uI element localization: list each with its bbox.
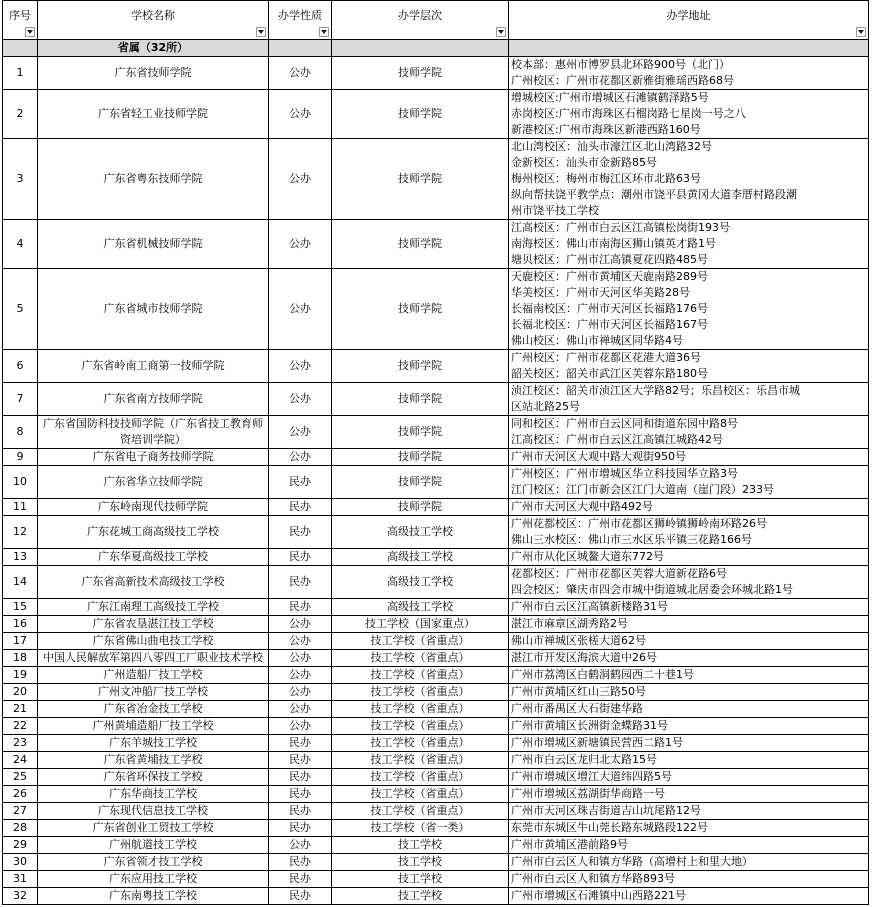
- cell-level[interactable]: 技师学院: [332, 269, 509, 350]
- table-row[interactable]: [3, 599, 869, 616]
- address-line: 广州市增城区荔湖街华商路一号: [511, 787, 665, 800]
- cell-no[interactable]: 12: [3, 516, 38, 549]
- cell-type[interactable]: 民办: [269, 599, 332, 616]
- cell-no[interactable]: 7: [3, 383, 38, 416]
- cell-address[interactable]: [509, 871, 869, 888]
- cell-address[interactable]: [509, 350, 869, 383]
- cell-no[interactable]: 22: [3, 718, 38, 735]
- table-row[interactable]: [3, 350, 869, 383]
- cell-name[interactable]: 广州航道技工学校: [38, 837, 269, 854]
- cell-level[interactable]: 技师学院: [332, 449, 509, 466]
- cell-address[interactable]: [509, 684, 869, 701]
- cell-name[interactable]: 广东省佛山曲电技工学校: [38, 633, 269, 650]
- cell-address[interactable]: [509, 650, 869, 667]
- cell-address[interactable]: [509, 269, 869, 350]
- cell-address[interactable]: [509, 803, 869, 820]
- cell-address[interactable]: [509, 90, 869, 139]
- cell-no[interactable]: 13: [3, 549, 38, 566]
- table-row[interactable]: [3, 549, 869, 566]
- cell-no[interactable]: 4: [3, 220, 38, 269]
- cell-name[interactable]: 广东省农垦湛江技工学校: [38, 616, 269, 633]
- table-row[interactable]: [3, 57, 869, 90]
- cell-type[interactable]: 公办: [269, 616, 332, 633]
- cell-name[interactable]: 广东江南理工高级技工学校: [38, 599, 269, 616]
- header-level: 办学层次: [332, 1, 509, 40]
- address-line: 广州市白云区人和镇方华路893号: [511, 872, 675, 885]
- cell-no[interactable]: 3: [3, 139, 38, 220]
- address-line: 广州市黄埔区港前路9号: [511, 838, 628, 851]
- cell-type[interactable]: 民办: [269, 820, 332, 837]
- cell-no[interactable]: 31: [3, 871, 38, 888]
- cell-name[interactable]: 广东应用技工学校: [38, 871, 269, 888]
- cell-no[interactable]: 25: [3, 769, 38, 786]
- cell-no[interactable]: 2: [3, 90, 38, 139]
- cell-level[interactable]: 技师学院: [332, 466, 509, 499]
- cell-no[interactable]: 9: [3, 449, 38, 466]
- cell-level[interactable]: 高级技工学校: [332, 516, 509, 549]
- cell-no[interactable]: 20: [3, 684, 38, 701]
- cell-level[interactable]: 技工学校（省重点）: [332, 633, 509, 650]
- filter-dropdown-icon[interactable]: [25, 27, 35, 37]
- cell-name[interactable]: 广东花城工商高级技工学校: [38, 516, 269, 549]
- cell-name[interactable]: 广东华商技工学校: [38, 786, 269, 803]
- cell-name[interactable]: 广东省华立技师学院: [38, 466, 269, 499]
- cell-address[interactable]: [509, 735, 869, 752]
- cell-address[interactable]: [509, 599, 869, 616]
- cell-type[interactable]: 公办: [269, 650, 332, 667]
- cell-type[interactable]: 公办: [269, 90, 332, 139]
- address-line: 长福北校区：广州市天河区长福路167号: [511, 318, 708, 331]
- cell-no[interactable]: 5: [3, 269, 38, 350]
- table-row[interactable]: [3, 566, 869, 599]
- cell-name[interactable]: 广东省粤东技师学院: [38, 139, 269, 220]
- cell-level[interactable]: 技师学院: [332, 499, 509, 516]
- cell-type[interactable]: 民办: [269, 499, 332, 516]
- cell-level[interactable]: 技工学校（省重点）: [332, 667, 509, 684]
- address-line: 广州市荔湾区白鹤洞鹤园西二十巷1号: [511, 668, 694, 681]
- cell-name[interactable]: 广东省岭南工商第一技师学院: [38, 350, 269, 383]
- cell-level[interactable]: 技工学校: [332, 888, 509, 905]
- cell-type[interactable]: 公办: [269, 416, 332, 449]
- cell-name[interactable]: 广州文冲船厂技工学校: [38, 684, 269, 701]
- address-line: 佛山市禅城区张槎大道62号: [511, 634, 646, 647]
- cell-no[interactable]: 32: [3, 888, 38, 905]
- cell-level[interactable]: 高级技工学校: [332, 549, 509, 566]
- cell-type[interactable]: 公办: [269, 269, 332, 350]
- table-row[interactable]: [3, 837, 869, 854]
- cell-level[interactable]: 技师学院: [332, 220, 509, 269]
- cell-level[interactable]: 技师学院: [332, 383, 509, 416]
- cell-name[interactable]: 广东省环保技工学校: [38, 769, 269, 786]
- cell-address[interactable]: [509, 449, 869, 466]
- cell-no[interactable]: 14: [3, 566, 38, 599]
- cell-type[interactable]: 公办: [269, 383, 332, 416]
- header-type: 办学性质: [269, 1, 332, 40]
- table-row[interactable]: [3, 752, 869, 769]
- cell-no[interactable]: 18: [3, 650, 38, 667]
- cell-type[interactable]: 民办: [269, 888, 332, 905]
- cell-address[interactable]: [509, 854, 869, 871]
- cell-name[interactable]: 广东省创业工贸技工学校: [38, 820, 269, 837]
- table-row[interactable]: [3, 803, 869, 820]
- cell-name[interactable]: 广东省电子商务技师学院: [38, 449, 269, 466]
- table-row[interactable]: [3, 786, 869, 803]
- table-row[interactable]: [3, 499, 869, 516]
- cell-address[interactable]: [509, 718, 869, 735]
- address-line: 广州市黄埔区长洲街金蝶路31号: [511, 719, 668, 732]
- cell-name[interactable]: 广东现代信息技工学校: [38, 803, 269, 820]
- cell-no[interactable]: 11: [3, 499, 38, 516]
- table-row[interactable]: [3, 449, 869, 466]
- cell-address[interactable]: [509, 416, 869, 449]
- cell-type[interactable]: 民办: [269, 466, 332, 499]
- address-line: 广州市白云区人和镇方华路（高增村上和里大地）: [511, 855, 753, 868]
- cell-no[interactable]: 8: [3, 416, 38, 449]
- address-line: 东莞市东城区牛山莞长路东城路段122号: [511, 821, 708, 834]
- header-address: 办学地址: [509, 1, 869, 40]
- header-row: [3, 1, 869, 40]
- address-line: 同和校区：广州市白云区同和街道东园中路8号: [511, 417, 738, 430]
- cell-address[interactable]: [509, 466, 869, 499]
- address-line: 广州市从化区城鳌大道东772号: [511, 550, 664, 563]
- table-row[interactable]: [3, 416, 869, 449]
- cell-no[interactable]: 24: [3, 752, 38, 769]
- address-line: 广州市黄埔区红山三路50号: [511, 685, 646, 698]
- address-line: 广州市白云区江高镇新楼路31号: [511, 600, 668, 613]
- cell-name[interactable]: 广东华夏高级技工学校: [38, 549, 269, 566]
- cell-name[interactable]: 广东南粤技工学校: [38, 888, 269, 905]
- table-row[interactable]: [3, 769, 869, 786]
- cell-level[interactable]: 技师学院: [332, 57, 509, 90]
- address-line: 新港校区:广州市海珠区新港西路160号: [511, 123, 701, 136]
- cell-no[interactable]: 1: [3, 57, 38, 90]
- cell-no[interactable]: 29: [3, 837, 38, 854]
- cell-address[interactable]: [509, 820, 869, 837]
- cell-no[interactable]: 6: [3, 350, 38, 383]
- cell-address[interactable]: [509, 57, 869, 90]
- address-line: 广州校区：广州市花都区新雅街雅瑶西路68号: [511, 74, 734, 87]
- school-table: [2, 0, 869, 905]
- cell-name[interactable]: 中国人民解放军第四八零四工厂职业技术学校: [38, 650, 269, 667]
- cell-level[interactable]: 技工学校（国家重点）: [332, 616, 509, 633]
- address-line: 广州校区：广州市增城区华立科技园华立路3号: [511, 467, 738, 480]
- cell-address[interactable]: [509, 220, 869, 269]
- address-line: 广州市番禺区大石街建华路: [511, 702, 643, 715]
- cell-type[interactable]: 公办: [269, 667, 332, 684]
- group-label: 省属（32所）: [38, 40, 269, 57]
- cell-level[interactable]: 技工学校（省重点）: [332, 684, 509, 701]
- cell-type[interactable]: 公办: [269, 633, 332, 650]
- header-name: 学校名称: [38, 1, 269, 40]
- table-row[interactable]: [3, 684, 869, 701]
- cell-name[interactable]: 广州造船厂技工学校: [38, 667, 269, 684]
- address-line: 广州市增城区增江大道纬四路5号: [511, 770, 672, 783]
- cell-address[interactable]: [509, 786, 869, 803]
- address-line: 纵向帮扶饶平教学点：潮州市饶平县黄冈大道李厝村路段潮: [511, 188, 797, 201]
- cell-type[interactable]: 公办: [269, 837, 332, 854]
- cell-no[interactable]: 23: [3, 735, 38, 752]
- cell-no[interactable]: 27: [3, 803, 38, 820]
- address-line: 湛江市开发区海滨大道中26号: [511, 651, 657, 664]
- cell-type[interactable]: 民办: [269, 854, 332, 871]
- address-line: 赤岗校区:广州市海珠区石榴岗路七星岗一号之八: [511, 107, 746, 120]
- address-line: 广州市白云区龙归北太路15号: [511, 753, 657, 766]
- cell-name[interactable]: 广东省轻工业技师学院: [38, 90, 269, 139]
- cell-address[interactable]: [509, 566, 869, 599]
- cell-type[interactable]: 民办: [269, 769, 332, 786]
- cell-name[interactable]: 广东省领才技工学校: [38, 854, 269, 871]
- address-line: 北山湾校区：汕头市濠江区北山湾路32号: [511, 140, 712, 153]
- address-line: 湛江市麻章区湖秀路2号: [511, 617, 628, 630]
- cell-address[interactable]: [509, 837, 869, 854]
- cell-no[interactable]: 30: [3, 854, 38, 871]
- cell-type[interactable]: 公办: [269, 449, 332, 466]
- address-line: 广州市天河区珠吉街道吉山坑尾路12号: [511, 804, 701, 817]
- cell-name[interactable]: 广东省高新技术高级技工学校: [38, 566, 269, 599]
- table-row[interactable]: [3, 139, 869, 220]
- cell-no[interactable]: 21: [3, 701, 38, 718]
- cell-type[interactable]: 民办: [269, 786, 332, 803]
- address-line: 增城校区:广州市增城区石滩镇鹤泽路5号: [511, 91, 709, 104]
- address-line: 塘贝校区：广州市江高镇夏花四路485号: [511, 253, 708, 266]
- address-line: 佛山校区：佛山市禅城区同华路4号: [511, 334, 683, 347]
- address-line: 校本部：惠州市博罗县北环路900号（北门）: [511, 58, 730, 71]
- address-line: 江高校区：广州市白云区江高镇松岗街193号: [511, 221, 730, 234]
- cell-name[interactable]: 广州黄埔造船厂技工学校: [38, 718, 269, 735]
- address-line: 金新校区：汕头市金新路85号: [511, 156, 657, 169]
- cell-type[interactable]: 民办: [269, 871, 332, 888]
- cell-address[interactable]: [509, 499, 869, 516]
- address-line: 华美校区：广州市天河区华美路28号: [511, 286, 690, 299]
- address-line: 广州市天河区大观中路大观街950号: [511, 450, 686, 463]
- cell-level[interactable]: 技工学校（省重点）: [332, 701, 509, 718]
- cell-address[interactable]: [509, 616, 869, 633]
- table-row[interactable]: [3, 90, 869, 139]
- cell-no[interactable]: 19: [3, 667, 38, 684]
- address-line: 广州校区：广州市花都区花港大道36号: [511, 351, 701, 364]
- address-line: 天鹿校区：广州市黄埔区天鹿南路289号: [511, 270, 708, 283]
- address-line: 区站北路25号: [511, 400, 580, 413]
- table-row[interactable]: [3, 667, 869, 684]
- filter-dropdown-icon[interactable]: [496, 27, 506, 37]
- cell-no[interactable]: 26: [3, 786, 38, 803]
- cell-name[interactable]: 广东省南方技师学院: [38, 383, 269, 416]
- cell-type[interactable]: 公办: [269, 350, 332, 383]
- cell-no[interactable]: 15: [3, 599, 38, 616]
- table-row[interactable]: [3, 854, 869, 871]
- group-row: [3, 40, 869, 57]
- cell-level[interactable]: 高级技工学校: [332, 599, 509, 616]
- cell-level[interactable]: 技工学校（省重点）: [332, 803, 509, 820]
- filter-dropdown-icon[interactable]: [319, 27, 329, 37]
- cell-type[interactable]: 公办: [269, 684, 332, 701]
- cell-type[interactable]: 民办: [269, 752, 332, 769]
- address-line: 广州市增城区石滩镇中山西路221号: [511, 889, 686, 902]
- cell-level[interactable]: 技工学校（省重点）: [332, 769, 509, 786]
- cell-level[interactable]: 技师学院: [332, 416, 509, 449]
- address-line: 广州花都校区：广州市花都区狮岭镇狮岭南环路26号: [511, 517, 767, 530]
- cell-name[interactable]: 广东省黄埔技工学校: [38, 752, 269, 769]
- cell-level[interactable]: 技工学校: [332, 837, 509, 854]
- cell-name[interactable]: 广东岭南现代技师学院: [38, 499, 269, 516]
- address-line: 四会校区：肇庆市四会市城中街道城北居委会环城北路1号: [511, 583, 793, 596]
- table-row[interactable]: [3, 701, 869, 718]
- cell-name[interactable]: 广东省技师学院: [38, 57, 269, 90]
- cell-type[interactable]: 公办: [269, 57, 332, 90]
- cell-name[interactable]: 广东省国防科技技师学院（广东省技工教育师资培训学院）: [38, 416, 269, 449]
- cell-no[interactable]: 10: [3, 466, 38, 499]
- cell-type[interactable]: 公办: [269, 139, 332, 220]
- cell-level[interactable]: 高级技工学校: [332, 566, 509, 599]
- table-row[interactable]: [3, 516, 869, 549]
- cell-level[interactable]: 技工学校: [332, 854, 509, 871]
- cell-address[interactable]: [509, 667, 869, 684]
- cell-type[interactable]: 公办: [269, 718, 332, 735]
- table-row[interactable]: [3, 871, 869, 888]
- cell-level[interactable]: 技工学校（省重点）: [332, 650, 509, 667]
- cell-address[interactable]: [509, 383, 869, 416]
- address-line: 江门校区：江门市新会区江门大道南（崖门段）233号: [511, 483, 774, 496]
- cell-level[interactable]: 技工学校（省重点）: [332, 735, 509, 752]
- address-line: 长福南校区：广州市天河区长福路176号: [511, 302, 708, 315]
- address-line: 花都校区：广州市花都区芙蓉大道新花路6号: [511, 567, 727, 580]
- table-row[interactable]: [3, 269, 869, 350]
- cell-level[interactable]: 技工学校: [332, 871, 509, 888]
- address-line: 梅州校区：梅州市梅江区环市北路63号: [511, 172, 701, 185]
- cell-address[interactable]: [509, 888, 869, 905]
- cell-address[interactable]: [509, 701, 869, 718]
- address-line: 广州市天河区大观中路492号: [511, 500, 653, 513]
- table-row[interactable]: [3, 735, 869, 752]
- cell-type[interactable]: 民办: [269, 516, 332, 549]
- cell-level[interactable]: 技工学校（省重点）: [332, 718, 509, 735]
- cell-type[interactable]: 公办: [269, 220, 332, 269]
- address-line: 浈江校区：韶关市浈江区大学路82号；乐昌校区：乐昌市城: [511, 384, 800, 397]
- filter-dropdown-icon[interactable]: [856, 27, 866, 37]
- address-line: 江高校区：广州市白云区江高镇江城路42号: [511, 433, 723, 446]
- table-row[interactable]: [3, 888, 869, 905]
- cell-level[interactable]: 技工学校（省重点）: [332, 786, 509, 803]
- cell-name[interactable]: 广东羊城技工学校: [38, 735, 269, 752]
- cell-type[interactable]: 民办: [269, 735, 332, 752]
- table-row[interactable]: [3, 718, 869, 735]
- cell-address[interactable]: [509, 633, 869, 650]
- cell-type[interactable]: 民办: [269, 566, 332, 599]
- address-line: 广州市增城区新塘镇民营西二路1号: [511, 736, 683, 749]
- cell-level[interactable]: 技师学院: [332, 350, 509, 383]
- table-row[interactable]: [3, 633, 869, 650]
- cell-address[interactable]: [509, 769, 869, 786]
- header-no: 序号: [3, 1, 38, 40]
- cell-level[interactable]: 技工学校（省一类）: [332, 820, 509, 837]
- address-line: 州市饶平技工学校: [511, 204, 599, 217]
- cell-no[interactable]: 28: [3, 820, 38, 837]
- address-line: 韶关校区：韶关市武江区芙蓉东路180号: [511, 367, 708, 380]
- address-line: 佛山三水校区：佛山市三水区乐平镇三花路166号: [511, 533, 752, 546]
- cell-no[interactable]: 17: [3, 633, 38, 650]
- table-row[interactable]: [3, 220, 869, 269]
- cell-name[interactable]: 广东省城市技师学院: [38, 269, 269, 350]
- table-row[interactable]: [3, 383, 869, 416]
- cell-address[interactable]: [509, 516, 869, 549]
- cell-address[interactable]: [509, 752, 869, 769]
- cell-type[interactable]: 民办: [269, 803, 332, 820]
- cell-level[interactable]: 技师学院: [332, 90, 509, 139]
- table-row[interactable]: [3, 650, 869, 667]
- cell-level[interactable]: 技工学校（省重点）: [332, 752, 509, 769]
- table-row[interactable]: [3, 820, 869, 837]
- address-line: 南海校区：佛山市南海区狮山镇英才路1号: [511, 237, 716, 250]
- cell-no[interactable]: 16: [3, 616, 38, 633]
- cell-name[interactable]: 广东省机械技师学院: [38, 220, 269, 269]
- cell-name[interactable]: 广东省冶金技工学校: [38, 701, 269, 718]
- cell-level[interactable]: 技师学院: [332, 139, 509, 220]
- cell-address[interactable]: [509, 139, 869, 220]
- table-row[interactable]: [3, 616, 869, 633]
- cell-address[interactable]: [509, 549, 869, 566]
- table-row[interactable]: [3, 466, 869, 499]
- cell-type[interactable]: 民办: [269, 549, 332, 566]
- filter-dropdown-icon[interactable]: [256, 27, 266, 37]
- cell-type[interactable]: 公办: [269, 701, 332, 718]
